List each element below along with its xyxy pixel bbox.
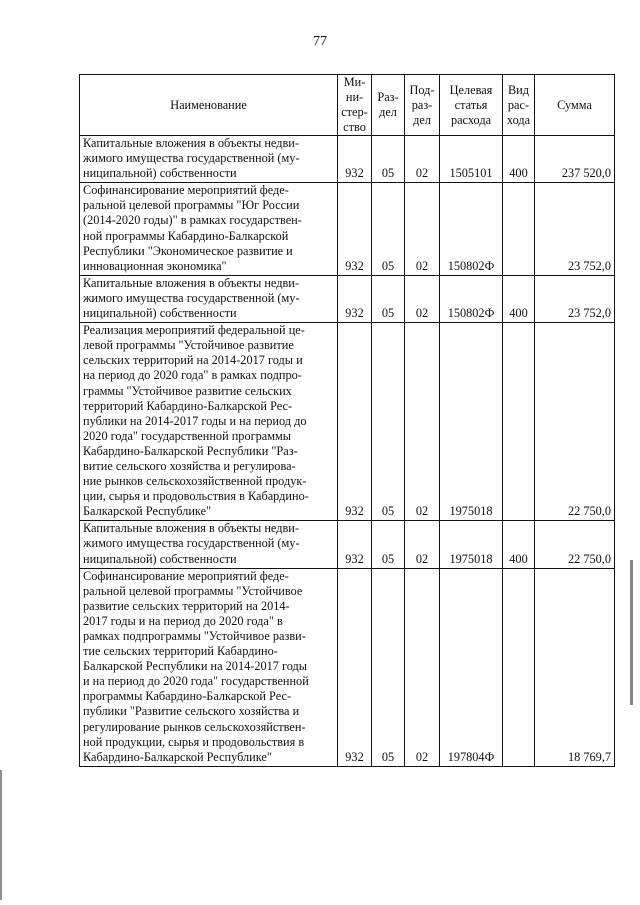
row-section: 05 bbox=[372, 136, 405, 183]
scan-edge-mark bbox=[630, 560, 633, 705]
row-name: Реализация мероприятий федеральной це- левой программы "Устойчивое развитие сельских территорий на 2014-2017 годы и на период до 2020 года" в рамках подпро- граммы "Устойчивое развитие сельских территорий Кабардино-Балкарской Рес- публики на 2014-2017 годы и на период до 2020 года" государственной программы Кабардино-Балкарской Республики "Раз- витие сельского хозяйства и регулирова- ние рынков сельскохозяйственной продук- ции, сырья и продовольствия в Кабардино- Балкарской Республике" bbox=[80, 323, 338, 521]
scan-edge-mark bbox=[0, 770, 2, 900]
row-type: 400 bbox=[503, 136, 535, 183]
row-sum: 22 750,0 bbox=[535, 521, 615, 568]
row-sum: 237 520,0 bbox=[535, 136, 615, 183]
header-ministry: Ми- ни- стер- ство bbox=[338, 75, 372, 136]
row-sum: 23 752,0 bbox=[535, 183, 615, 276]
header-name: Наименование bbox=[80, 75, 338, 136]
header-sum: Сумма bbox=[535, 75, 615, 136]
page-number: 77 bbox=[313, 34, 327, 49]
header-type: Вид рас- хода bbox=[503, 75, 535, 136]
row-type bbox=[503, 323, 535, 521]
row-ministry: 932 bbox=[338, 323, 372, 521]
row-type bbox=[503, 183, 535, 276]
table-body bbox=[80, 136, 615, 767]
row-subsection: 02 bbox=[405, 183, 440, 276]
row-section: 05 bbox=[372, 521, 405, 568]
row-sum: 22 750,0 bbox=[535, 323, 615, 521]
row-name: Капитальные вложения в объекты недви- жимого имущества государственной (му- ниципальной) собственности bbox=[80, 275, 338, 322]
row-ministry: 932 bbox=[338, 183, 372, 276]
table-row bbox=[80, 323, 615, 521]
row-target: 1975018 bbox=[440, 323, 503, 521]
row-section: 05 bbox=[372, 183, 405, 276]
row-target: 150802Ф bbox=[440, 275, 503, 322]
row-subsection: 02 bbox=[405, 136, 440, 183]
table-header-row bbox=[80, 75, 615, 136]
row-subsection: 02 bbox=[405, 275, 440, 322]
row-name: Софинансирование мероприятий феде- ральной целевой программы "Юг России (2014-2020 годы)" в рамках государствен- ной программы Кабардино-Балкарской Республики "Экономическое развитие и инновационная экономика" bbox=[80, 183, 338, 276]
row-subsection: 02 bbox=[405, 568, 440, 766]
row-section: 05 bbox=[372, 568, 405, 766]
table-row bbox=[80, 521, 615, 568]
row-target: 1975018 bbox=[440, 521, 503, 568]
row-target: 150802Ф bbox=[440, 183, 503, 276]
row-type: 400 bbox=[503, 275, 535, 322]
row-subsection: 02 bbox=[405, 323, 440, 521]
table-row bbox=[80, 183, 615, 276]
row-sum: 18 769,7 bbox=[535, 568, 615, 766]
row-section: 05 bbox=[372, 323, 405, 521]
table-row bbox=[80, 568, 615, 766]
row-type: 400 bbox=[503, 521, 535, 568]
row-ministry: 932 bbox=[338, 275, 372, 322]
row-name: Капитальные вложения в объекты недви- жимого имущества государственной (му- ниципальной) собственности bbox=[80, 136, 338, 183]
row-name: Капитальные вложения в объекты недви- жимого имущества государственной (му- ниципальной) собственности bbox=[80, 521, 338, 568]
header-target: Целевая статья расхода bbox=[440, 75, 503, 136]
row-ministry: 932 bbox=[338, 136, 372, 183]
table-row bbox=[80, 275, 615, 322]
row-name: Софинансирование мероприятий феде- ральной целевой программы "Устойчивое развитие сельских территорий на 2014- 2017 годы и на период до 2020 года" в рамках подпрограммы "Устойчивое разви- тие сельских территорий Кабардино- Балкарской Республики на 2014-2017 годы и на период до 2020 года" государственной программы Кабардино-Балкарской Рес- публики "Развитие сельского хозяйства и регулирование рынков сельскохозяйствен- ной продукции, сырья и продовольствия в Кабардино-Балкарской Республике" bbox=[80, 568, 338, 766]
row-ministry: 932 bbox=[338, 521, 372, 568]
row-target: 1505101 bbox=[440, 136, 503, 183]
row-subsection: 02 bbox=[405, 521, 440, 568]
row-ministry: 932 bbox=[338, 568, 372, 766]
row-sum: 23 752,0 bbox=[535, 275, 615, 322]
budget-table bbox=[79, 74, 615, 767]
row-target: 197804Ф bbox=[440, 568, 503, 766]
row-type bbox=[503, 568, 535, 766]
row-section: 05 bbox=[372, 275, 405, 322]
header-section: Раз- дел bbox=[372, 75, 405, 136]
header-subsection: Под- раз- дел bbox=[405, 75, 440, 136]
table-row bbox=[80, 136, 615, 183]
